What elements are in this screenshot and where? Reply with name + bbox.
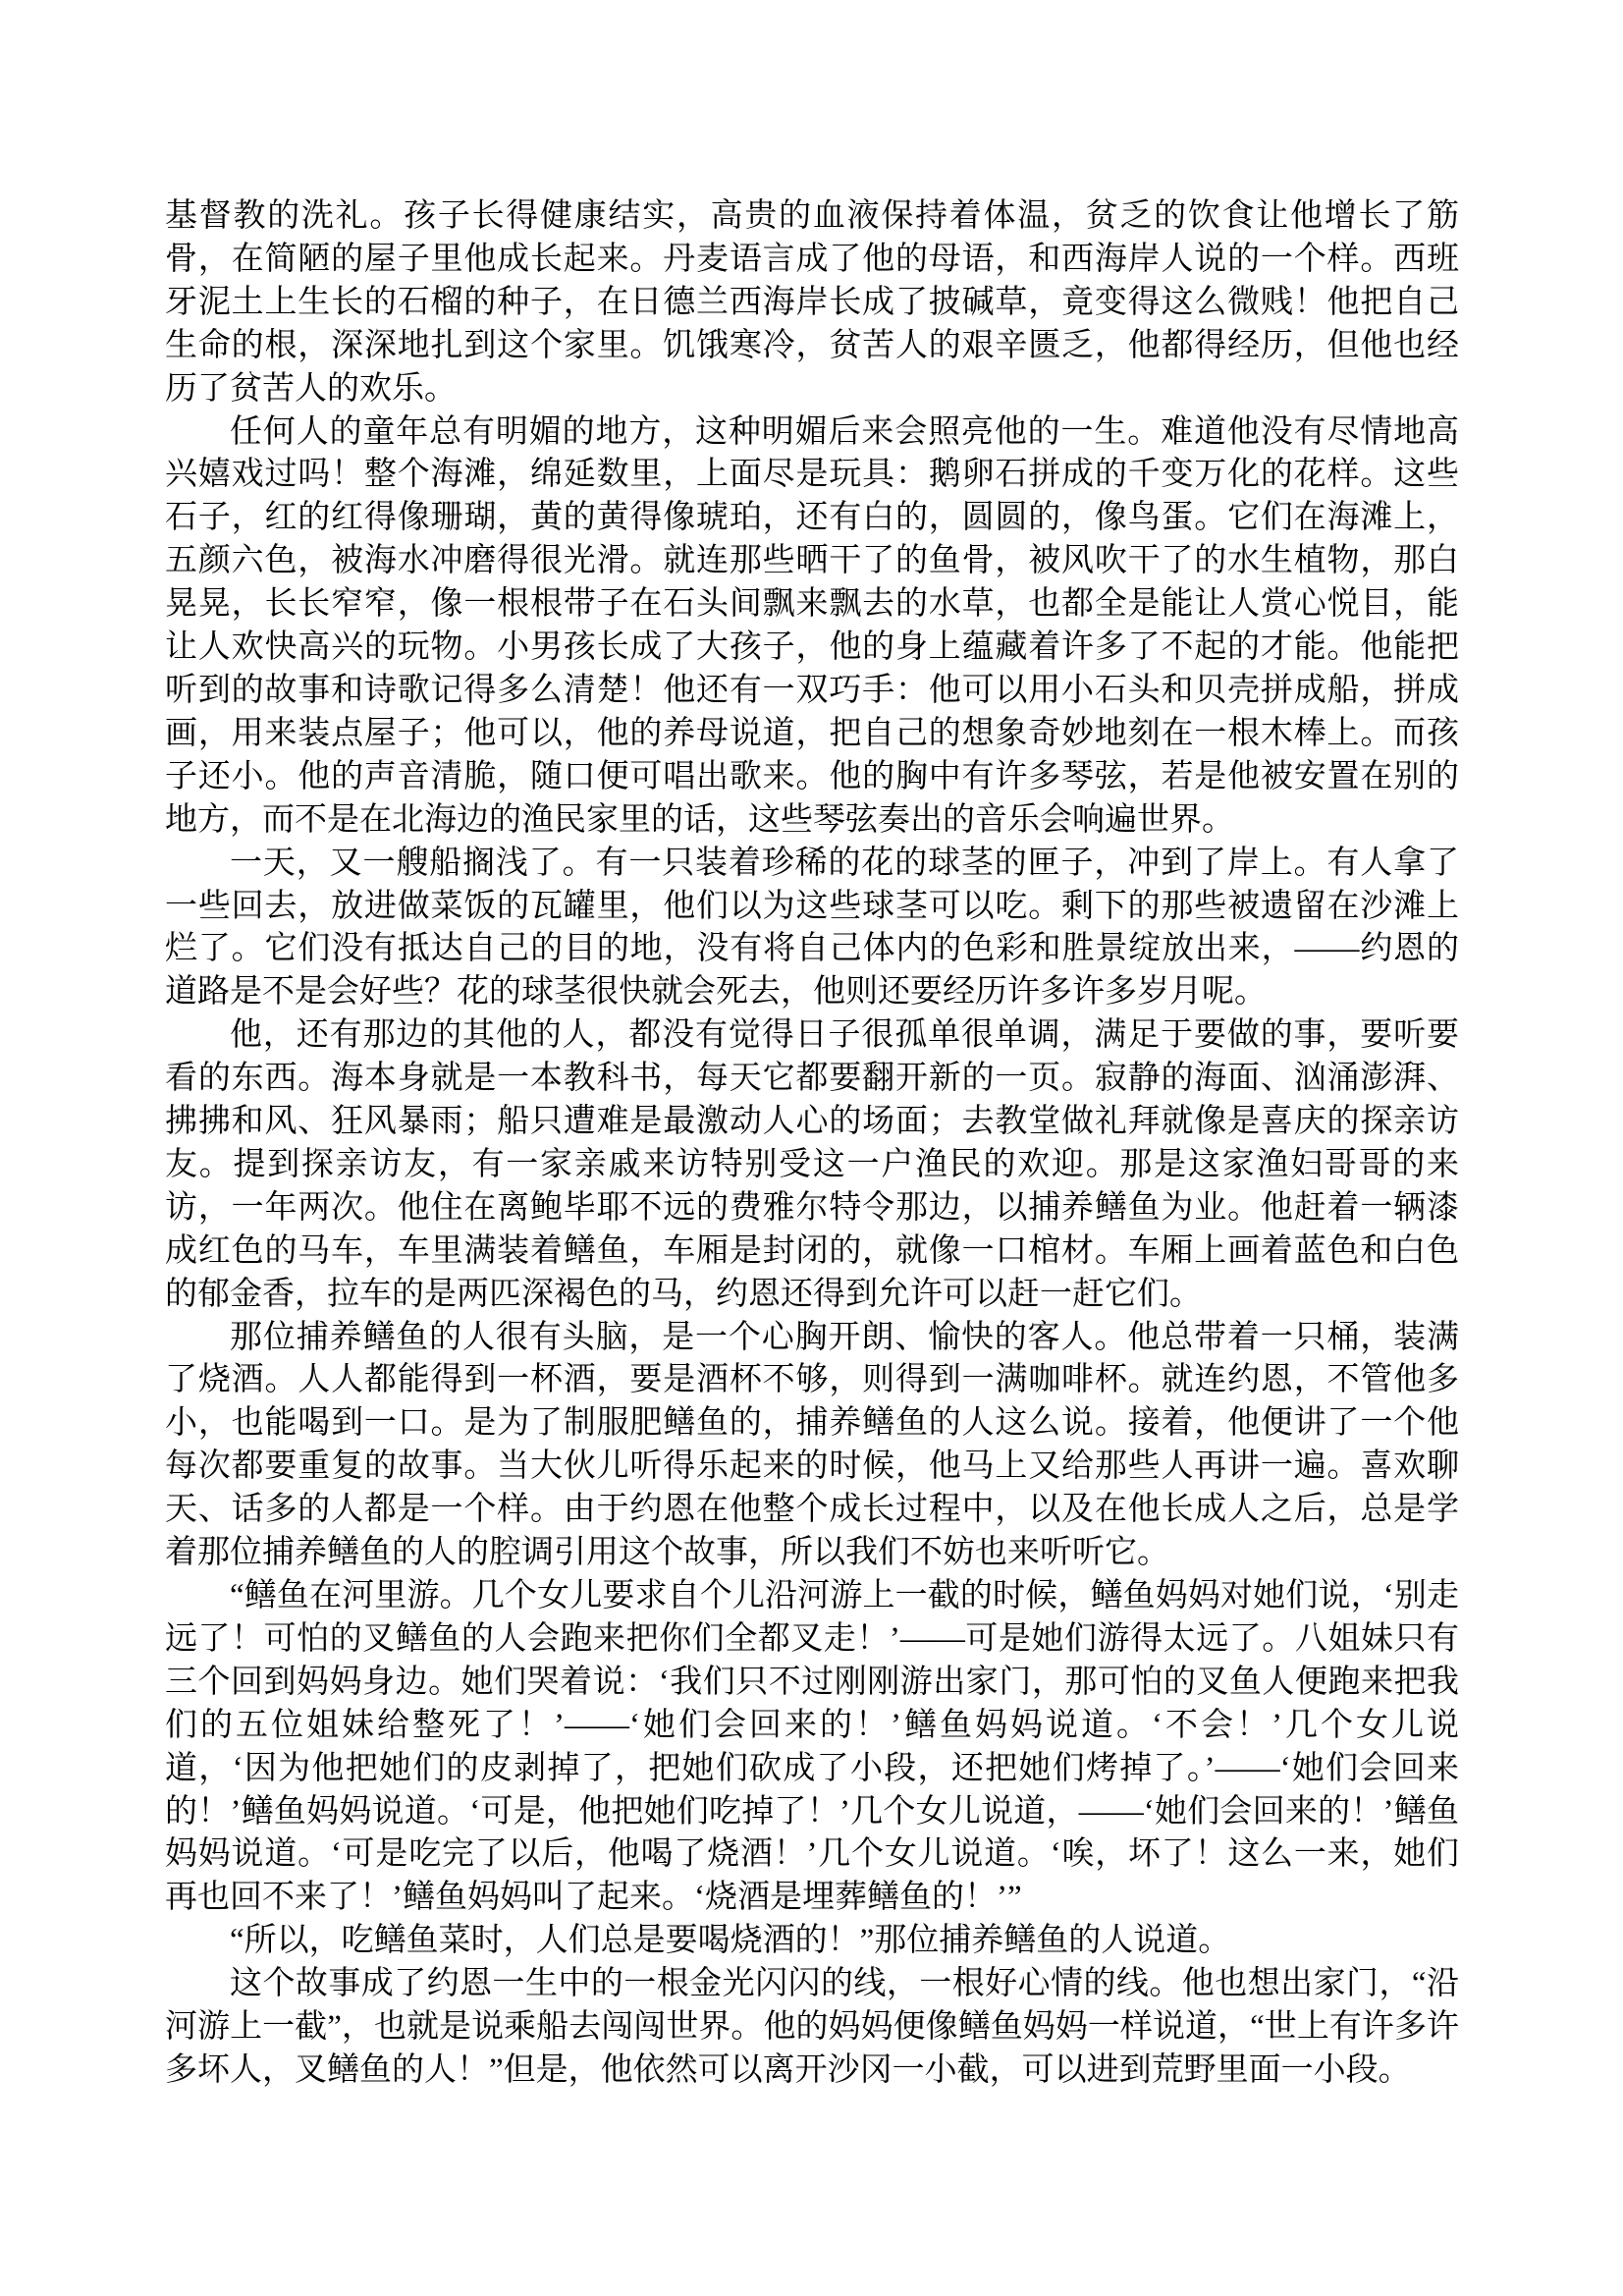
paragraph-3: 一天，又一艘船搁浅了。有一只装着珍稀的花的球茎的匣子，冲到了岸上。有人拿了一些回去，放进做菜饭的瓦罐里，他们以为这些球茎可以吃。剩下的那些被遗留在沙滩上烂了。它们没有抵达自己的目的地，没有将自己体内的色彩和胜景绽放出来，——约恩的道路是不是会好些？花的球茎很快就会死去，他则还要经历许多许多岁月呢。 (165, 845, 1459, 1011)
paragraph-1: 基督教的洗礼。孩子长得健康结实，高贵的血液保持着体温，贫乏的饮食让他增长了筋骨，在简陋的屋子里他成长起来。丹麦语言成了他的母语，和西海岸人说的一个样。西班牙泥土上生长的石榴的种子，在日德兰西海岸长成了披碱草，竟变得这么微贱！他把自己生命的根，深深地扎到这个家里。饥饿寒冷，贫苦人的艰辛匮乏，他都得经历，但他也经历了贫苦人的欢乐。 (165, 198, 1459, 407)
paragraph-5: 那位捕养鳝鱼的人很有头脑，是一个心胸开朗、愉快的客人。他总带着一只桶，装满了烧酒。人人都能得到一杯酒，要是酒杯不够，则得到一满咖啡杯。就连约恩，不管他多小，也能喝到一口。是为了制服肥鳝鱼的，捕养鳝鱼的人这么说。接着，他便讲了一个他每次都要重复的故事。当大伙儿听得乐起来的时候，他马上又给那些人再讲一遍。喜欢聊天、话多的人都是一个样。由于约恩在他整个成长过程中，以及在他长成人之后，总是学着那位捕养鳝鱼的人的腔调引用这个故事，所以我们不妨也来听听它。 (165, 1319, 1459, 1571)
paragraph-8: 这个故事成了约恩一生中的一根金光闪闪的线，一根好心情的线。他也想出家门，“沿河游上一截”，也就是说乘船去闯闯世界。他的妈妈便像鳝鱼妈妈一样说道，“世上有许多许多坏人，叉鳝鱼的人！”但是，他依然可以离开沙冈一小截，可以进到荒野里面一小段。 (165, 1966, 1459, 2088)
paragraph-2: 任何人的童年总有明媚的地方，这种明媚后来会照亮他的一生。难道他没有尽情地高兴嬉戏过吗！整个海滩，绵延数里，上面尽是玩具：鹅卵石拼成的千变万化的花样。这些石子，红的红得像珊瑚，黄的黄得像琥珀，还有白的，圆圆的，像鸟蛋。它们在海滩上，五颜六色，被海水冲磨得很光滑。就连那些晒干了的鱼骨，被风吹干了的水生植物，那白晃晃，长长窄窄，像一根根带子在石头间飘来飘去的水草，也都全是能让人赏心悦目，能让人欢快高兴的玩物。小男孩长成了大孩子，他的身上蕴藏着许多了不起的才能。他能把听到的故事和诗歌记得多么清楚！他还有一双巧手：他可以用小石头和贝壳拼成船，拼成画，用来装点屋子；他可以，他的养母说道，把自己的想象奇妙地刻在一根木棒上。而孩子还小。他的声音清脆，随口便可唱出歌来。他的胸中有许多琴弦，若是他被安置在别的地方，而不是在北海边的渔民家里的话，这些琴弦奏出的音乐会响遍世界。 (165, 413, 1459, 838)
text-block (165, 195, 1459, 2093)
paragraph-4: 他，还有那边的其他的人，都没有觉得日子很孤单很单调，满足于要做的事，要听要看的东西。海本身就是一本教科书，每天它都要翻开新的一页。寂静的海面、汹涌澎湃、拂拂和风、狂风暴雨；船只遭难是最激动人心的场面；去教堂做礼拜就像是喜庆的探亲访友。提到探亲访友，有一家亲戚来访特别受这一户渔民的欢迎。那是这家渔妇哥哥的来访，一年两次。他住在离鲍毕耶不远的费雅尔特令那边，以捕养鳝鱼为业。他赶着一辆漆成红色的马车，车里满装着鳝鱼，车厢是封闭的，就像一口棺材。车厢上画着蓝色和白色的郁金香，拉车的是两匹深褐色的马，约恩还得到允许可以赶一赶它们。 (165, 1017, 1459, 1312)
paragraph-6: “鳝鱼在河里游。几个女儿要求自个儿沿河游上一截的时候，鳝鱼妈妈对她们说，‘别走远了！可怕的叉鳝鱼的人会跑来把你们全都叉走！’——可是她们游得太远了。八姐妹只有三个回到妈妈身边。她们哭着说：‘我们只不过刚刚游出家门，那可怕的叉鱼人便跑来把我们的五位姐妹给整死了！’——‘她们会回来的！’鳝鱼妈妈说道。‘不会！’几个女儿说道，‘因为他把她们的皮剥掉了，把她们砍成了小段，还把她们烤掉了。’——‘她们会回来的！’鳝鱼妈妈说道。‘可是，他把她们吃掉了！’几个女儿说道，——‘她们会回来的！’鳝鱼妈妈说道。‘可是吃完了以后，他喝了烧酒！’几个女儿说道。‘唉，坏了！这么一来，她们再也回不来了！’鳝鱼妈妈叫了起来。‘烧酒是埋葬鳝鱼的！’” (165, 1578, 1459, 1916)
paragraph-7: “所以，吃鳝鱼菜时，人们总是要喝烧酒的！”那位捕养鳝鱼的人说道。 (230, 1923, 1231, 1959)
